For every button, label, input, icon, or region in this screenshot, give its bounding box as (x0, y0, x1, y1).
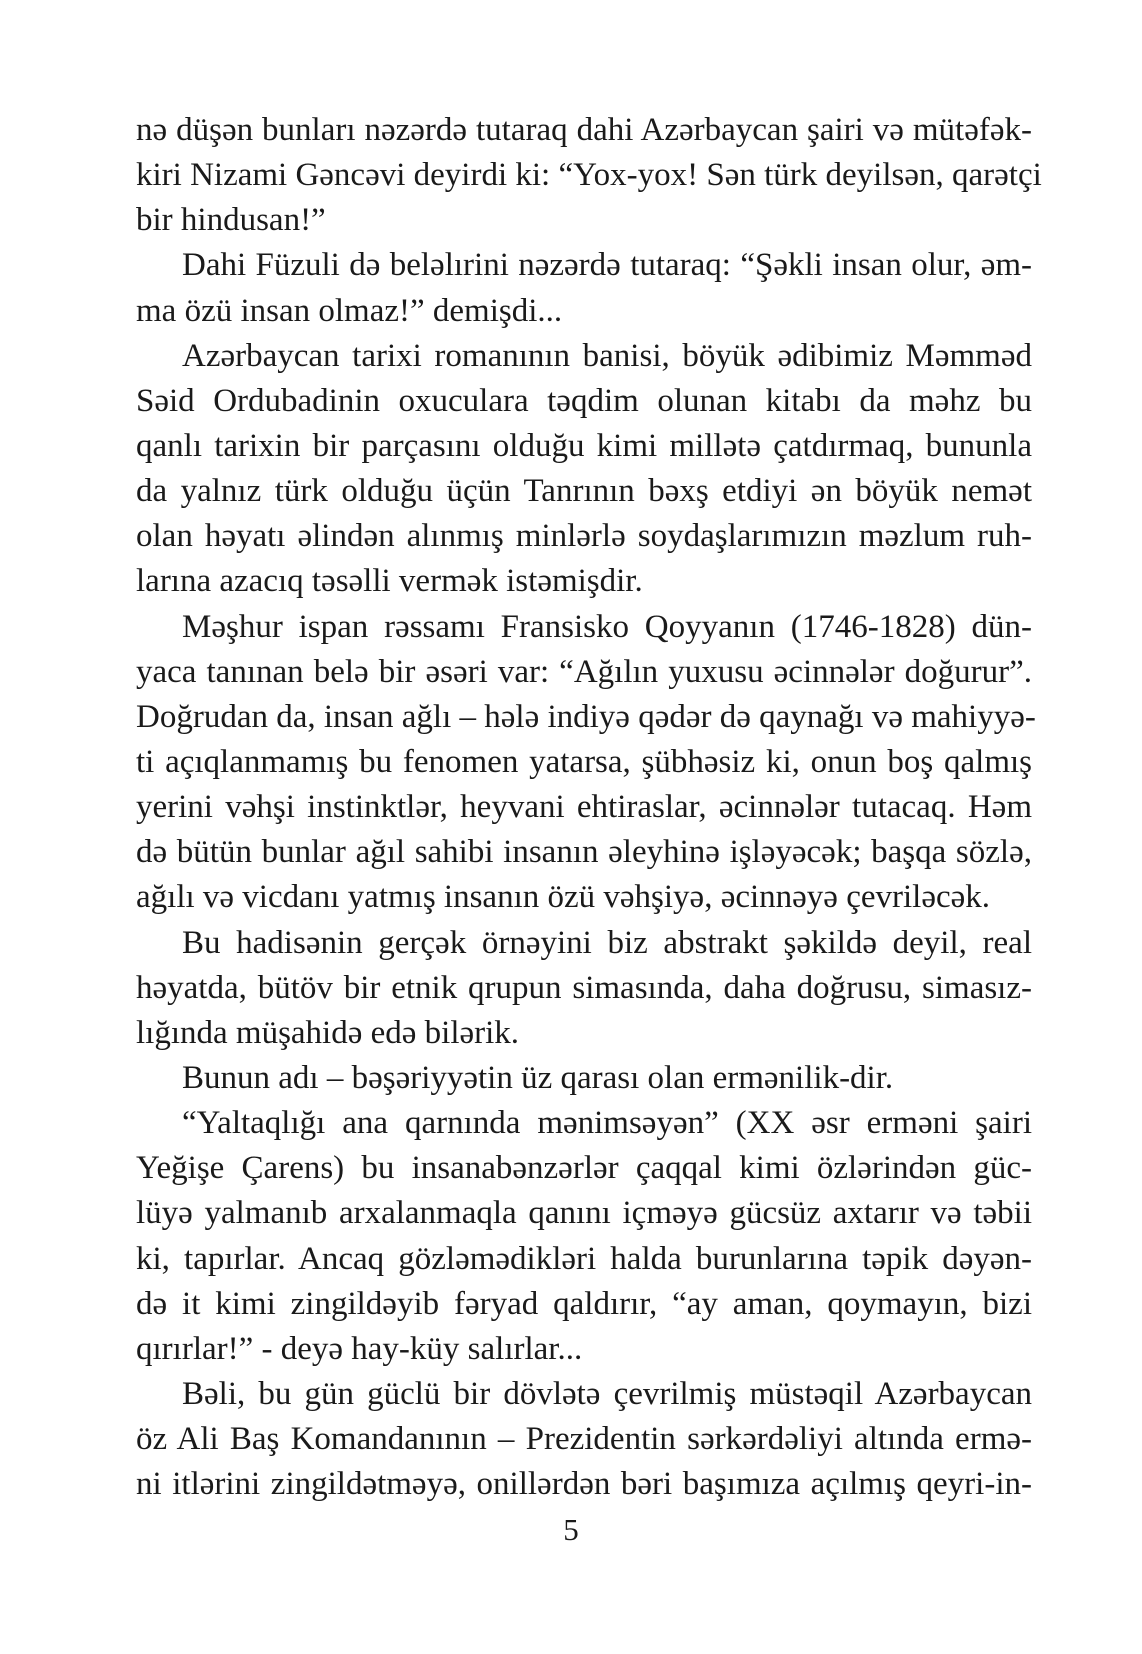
text-line: Dahi Füzuli də beləlırini nəzərdə tutaraq: “Şəkli insan olur, əm- (182, 247, 1032, 284)
text-line: ti açıqlanmamış bu fenomen yatarsa, şübhəsiz ki, onun boş qalmış (136, 743, 1032, 780)
text-line: qanlı tarixin bir parçasını olduğu kimi millətə çatdırmaq, bununla (136, 427, 1032, 464)
text-line: ağılı və vicdanı yatmış insanın özü vəhşiyə, əcinnəyə çevriləcək. (136, 879, 991, 916)
text-line: yaca tanınan belə bir əsəri var: “Ağılın yuxusu əcinnələr doğurur”. (136, 653, 1032, 690)
text-line: yerini vəhşi instinktlər, heyvani ehtiraslar, əcinnələr tutacaq. Həm (136, 789, 1032, 826)
text-line: Azərbaycan tarixi romanının banisi, böyük ədibimiz Məmməd (182, 337, 1032, 374)
text-line: “Yaltaqlığı ana qarnında mənimsəyən” (XX əsr erməni şairi (182, 1105, 1032, 1142)
text-line: bir hindusan!” (136, 202, 326, 239)
text-line: də bütün bunlar ağıl sahibi insanın əleyhinə işləyəcək; başqa sözlə, (136, 834, 1032, 871)
text-line: larına azacıq təsəlli vermək istəmişdir. (136, 563, 643, 600)
text-line: Yeğişe Çarens) bu insanabənzərlər çaqqal kimi özlərindən güc- (136, 1150, 1032, 1187)
text-line: Bunun adı – bəşəriyyətin üz qarası olan ermənilik-dir. (182, 1059, 894, 1096)
text-line: Məşhur ispan rəssamı Fransisko Qoyyanın (1746-1828) dün- (182, 608, 1032, 645)
text-line: lığında müşahidə edə bilərik. (136, 1014, 520, 1051)
text-line: ma özü insan olmaz!” demişdi... (136, 292, 563, 329)
text-line: olan həyatı əlindən alınmış minlərlə soydaşlarımızın məzlum ruh- (136, 518, 1032, 555)
text-line: Səid Ordubadinin oxuculara təqdim olunan kitabı da məhz bu (136, 382, 1032, 419)
text-line: Bəli, bu gün güclü bir dövlətə çevrilmiş müstəqil Azərbaycan (182, 1375, 1032, 1412)
text-line: Doğrudan da, insan ağlı – hələ indiyə qədər də qaynağı və mahiyyə- (136, 698, 1036, 735)
text-line: nə düşən bunları nəzərdə tutaraq dahi Azərbaycan şairi və mütəfək- (136, 112, 1032, 148)
text-line: də it kimi zingildəyib fəryad qaldırır, “ay aman, qoymayın, bizi (136, 1285, 1032, 1322)
text-line: kiri Nizami Gəncəvi deyirdi ki: “Yox-yox! Sən türk deyilsən, qarətçi (136, 157, 1042, 194)
text-line: da yalnız türk olduğu üçün Tanrının bəxş etdiyi ən böyük nemət (136, 473, 1032, 510)
text-line: qırırlar!” - deyə hay-küy salırlar... (136, 1330, 583, 1367)
text-line: Bu hadisənin gerçək örnəyini biz abstrakt şəkildə deyil, real (182, 924, 1032, 961)
page-number: 5 (563, 1512, 579, 1547)
text-line: lüyə yalmanıb arxalanmaqla qanını içməyə gücsüz axtarır və təbii (136, 1195, 1032, 1232)
body-text (136, 108, 1042, 1507)
text-line: ni itlərini zingildətməyə, onillərdən bəri başımıza açılmış qeyri-in- (136, 1466, 1032, 1503)
text-line: öz Ali Baş Komandanının – Prezidentin sərkərdəliyi altında ermə- (136, 1421, 1032, 1458)
text-line: ki, tapırlar. Ancaq gözləmədikləri halda burunlarına təpik dəyən- (136, 1240, 1032, 1277)
text-line: həyatda, bütöv bir etnik qrupun simasında, daha doğrusu, simasız- (136, 969, 1032, 1006)
